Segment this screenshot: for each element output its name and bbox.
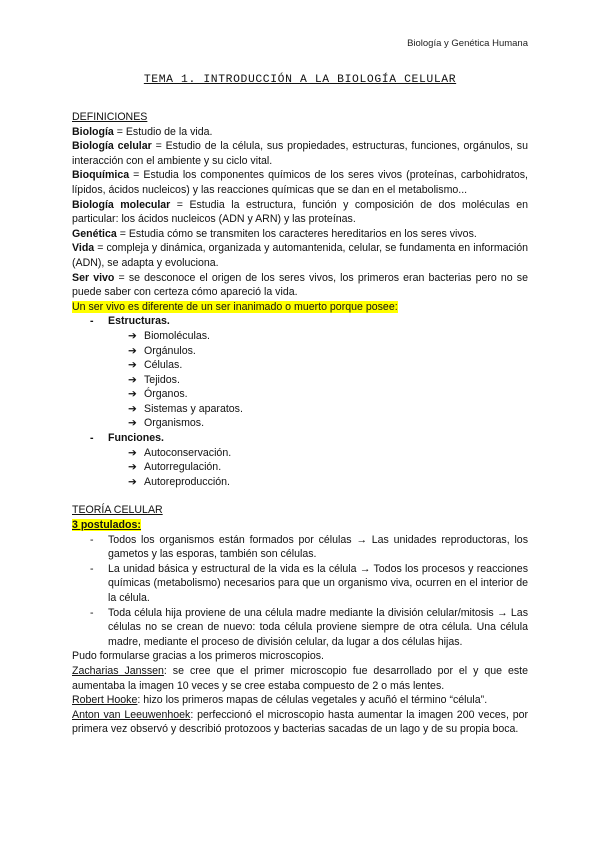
list-item [72, 460, 528, 475]
definition-term: Genética [72, 227, 117, 240]
list-item-text: Tejidos. [144, 373, 180, 386]
list-item [72, 606, 528, 650]
postulado-text: Toda célula hija proviene de una célula madre mediante la división celular/mitosis → Las células no se crean de nuevo: toda célula proviene siempre de otra célula. Una célula madre, mediante el proceso de división celular, da lugar a dos células hijas. [108, 606, 528, 648]
list-item-text: Autorregulación. [144, 461, 222, 474]
list-item [72, 475, 528, 490]
arrow-right-icon: ➔ [128, 475, 137, 488]
list-item [72, 373, 528, 388]
definition-term: Biología celular [72, 140, 152, 153]
list-item [72, 329, 528, 344]
arrow-right-icon: ➔ [128, 402, 137, 415]
list-item [72, 402, 528, 417]
dash-bullet: - [90, 533, 94, 546]
document-body [72, 110, 528, 737]
person-text: : perfeccionó el microscopio hasta aumentar la imagen 200 veces, por primera vez observó y describió protozoos y bacterias sacadas de un lago y de su propia boca. [72, 708, 529, 736]
person-name: Robert Hooke [72, 694, 138, 707]
definition-text: = Estudia cómo se transmiten los caracteres hereditarios en los seres vivos. [116, 227, 477, 240]
list-item-text: Autoreproducción. [144, 475, 230, 488]
arrow-right-icon: ➔ [128, 373, 137, 386]
section-heading-definiciones: DEFINICIONES [72, 111, 148, 123]
dash-bullet: - [90, 562, 94, 575]
postulados-line [72, 518, 528, 533]
arrow-right-icon: ➔ [128, 359, 137, 372]
list-item [72, 446, 528, 461]
list-item-text: Organismos. [144, 417, 205, 430]
list-item [72, 358, 528, 373]
arrow-right-icon: ➔ [128, 417, 137, 430]
definition [72, 125, 528, 140]
definition-text: = Estudio de la célula, sus propiedades, estructuras, funciones, orgánulos, su interacción con el ambiente y su ciclo vital. [72, 140, 528, 167]
group-label: Estructuras. [108, 315, 170, 328]
list-item [72, 562, 528, 606]
list-item-text: Biomoléculas. [144, 329, 210, 342]
definition [72, 271, 528, 300]
list-item-text: Sistemas y aparatos. [144, 402, 243, 415]
definition [72, 139, 528, 168]
dash-bullet: - [90, 315, 94, 328]
definition-text: = Estudio de la vida. [113, 125, 213, 138]
person-text: : se cree que el primer microscopio fue desarrollado por el y que este aumentaba la imagen 10 veces y se cree estaba compuesto de 2 o más lentes. [72, 664, 528, 692]
list-item-text: Células. [144, 359, 183, 372]
person-name: Anton van Leeuwenhoek [72, 708, 191, 721]
postulado-text: La unidad básica y estructural de la vida es la célula → Todos los procesos y reacciones químicas (metabolismo) necesarios para que un organismo viva, ocurren en el interior de la célula. [108, 562, 528, 604]
person-entry [72, 664, 528, 693]
arrow-right-icon: ➔ [128, 344, 137, 357]
section-heading-teoria: TEORÍA CELULAR [72, 504, 163, 517]
definition [72, 241, 528, 270]
definition-term: Biología [72, 125, 114, 138]
arrow-right-icon: ➔ [128, 446, 137, 459]
arrow-right-icon: ➔ [128, 461, 137, 474]
definition-term: Bioquímica [72, 169, 130, 182]
definition [72, 198, 528, 227]
person-entry [72, 708, 528, 737]
paragraph: Pudo formularse gracias a los primeros microscopios. [72, 650, 324, 663]
definition-term: Ser vivo [72, 271, 115, 284]
definition-term: Biología molecular [72, 198, 171, 211]
list-item-text: Orgánulos. [144, 344, 196, 357]
dash-bullet: - [90, 606, 94, 619]
list-item [72, 431, 528, 446]
definition [72, 168, 528, 197]
definition-text: = Estudia la estructura, función y composición de dos moléculas en particular: los ácidos nucleicos (ADN y ARN) y las proteínas. [72, 198, 528, 226]
group-label: Funciones. [108, 432, 164, 445]
person-entry [72, 693, 528, 708]
list-item-text: Órganos. [144, 388, 188, 401]
list-item [72, 344, 528, 359]
postulado-text: Todos los organismos están formados por células → Las unidades reproductoras, los gametos y las esporas, también son células. [108, 533, 528, 561]
page-header: Biología y Genética Humana [407, 38, 528, 49]
list-item [72, 416, 528, 431]
definition-text: = compleja y dinámica, organizada y automantenida, celular, se fundamenta en información (ADN), se adapta y evoluciona. [72, 242, 528, 269]
list-item [72, 314, 528, 329]
list-item-text: Autoconservación. [144, 446, 232, 459]
dash-bullet: - [90, 432, 94, 445]
list-item [72, 387, 528, 402]
highlight-line [72, 300, 528, 315]
definition [72, 227, 528, 242]
page-title: TEMA 1. INTRODUCCIÓN A LA BIOLOGÍA CELULAR [143, 74, 457, 86]
person-name: Zacharias Janssen [72, 664, 164, 677]
arrow-right-icon: ➔ [128, 329, 137, 342]
person-text: : hizo los primeros mapas de células vegetales y acuñó el término “célula”. [137, 694, 488, 707]
list-item [72, 533, 528, 562]
arrow-right-icon: ➔ [128, 388, 137, 401]
postulados-label: 3 postulados: [72, 519, 141, 532]
highlighted-text: Un ser vivo es diferente de un ser inanimado o muerto porque posee: [72, 300, 398, 313]
definition-text: = Estudia los componentes químicos de los seres vivos (proteínas, carbohidratos, lípidos, ácidos nucleicos) y las reacciones químicas que se dan en el metabolismo... [72, 169, 528, 196]
definition-text: = se desconoce el origen de los seres vivos, los primeros eran bacterias pero no se puede saber con certeza cómo apareció la vida. [72, 271, 528, 299]
definition-term: Vida [72, 242, 95, 255]
